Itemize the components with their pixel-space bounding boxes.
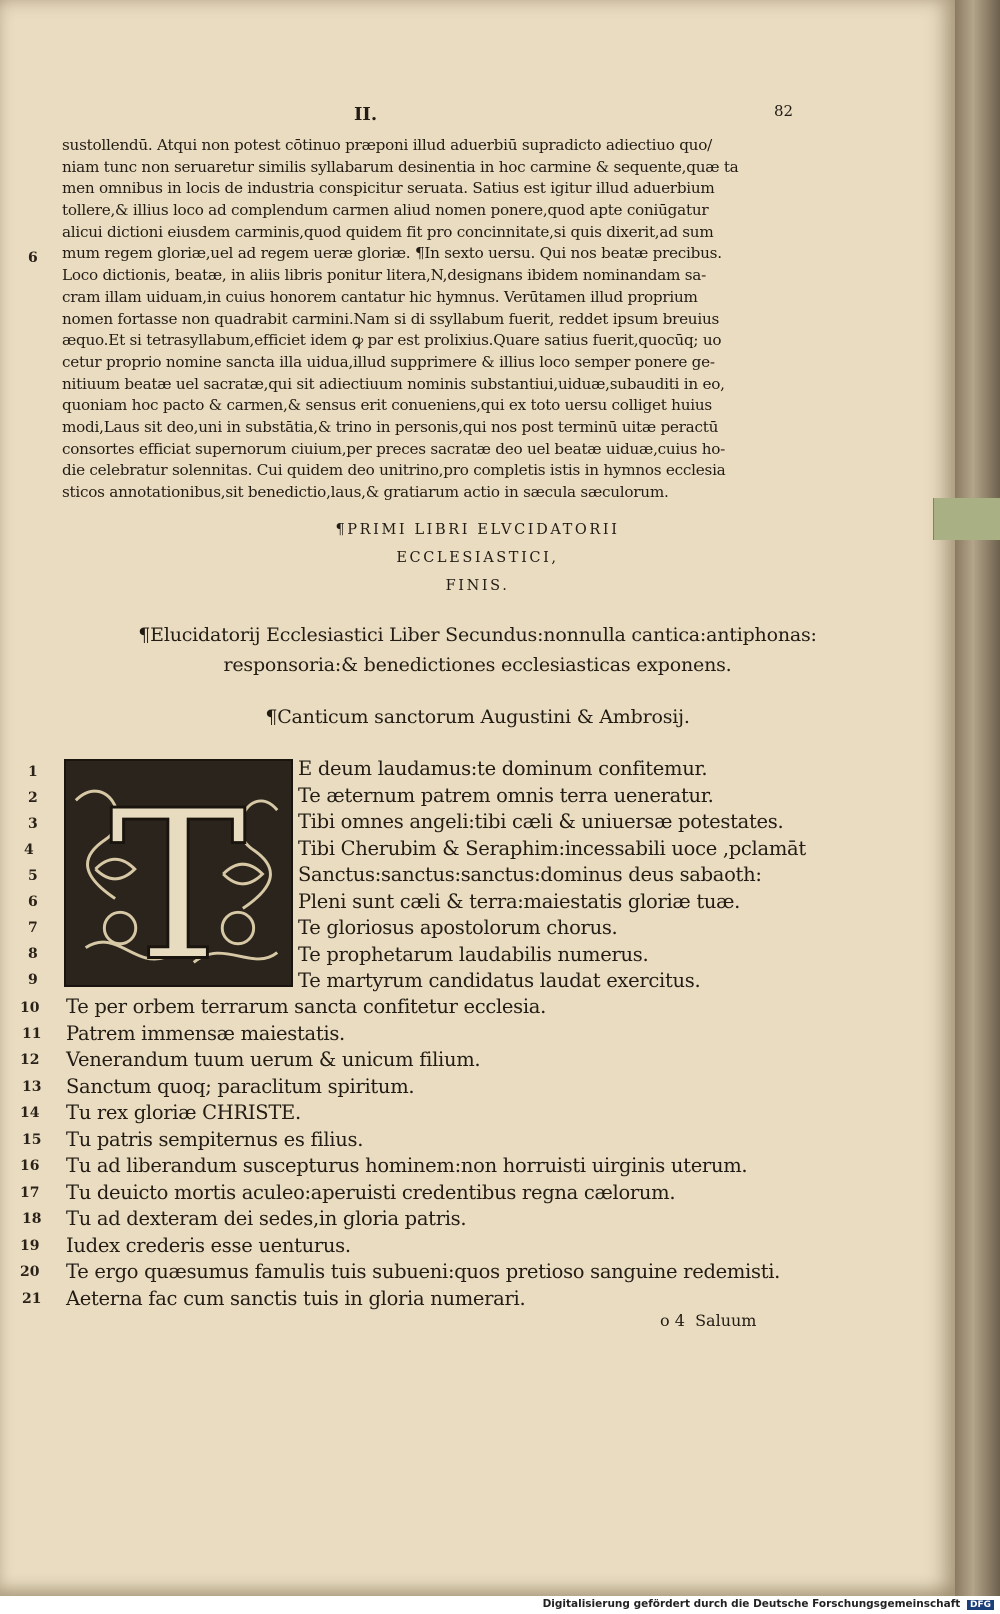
page-edge xyxy=(955,0,1000,1596)
verse-number: 2 xyxy=(28,790,38,806)
book-heading-line: ¶Elucidatorij Ecclesiastici Liber Secundus:nonnulla cantica:antiphonas: xyxy=(138,624,817,646)
prose-line: modi,Laus sit deo,uni in substātia,& trino in personis,qui nos post terminū uitæ peractū xyxy=(62,417,719,436)
hymn-line: Tu patris sempiternus es filius. xyxy=(66,1127,364,1151)
prose-line: mum regem gloriæ,uel ad regem ueræ gloriæ. ¶In sexto uersu. Qui nos beatæ precibus. xyxy=(62,244,722,263)
verse-number: 15 xyxy=(22,1132,42,1148)
page-number: 82 xyxy=(774,102,794,120)
dfg-logo: DFG xyxy=(967,1600,994,1610)
book-heading-line: responsoria:& benedictiones ecclesiasticas exponens. xyxy=(223,654,732,676)
prose-line: niam tunc non seruaretur similis syllabarum desinentia in hoc carmine & sequente,quæ ta xyxy=(62,157,739,176)
hymn-line: Te ergo quæsumus famulis tuis subueni:quos pretioso sanguine redemisti. xyxy=(66,1260,781,1283)
hymn-line: Patrem immensæ maiestatis. xyxy=(66,1021,345,1045)
verse-number: 13 xyxy=(22,1079,42,1095)
prose-line: die celebratur solennitas. Cui quidem deo unitrino,pro completis istis in hymnos ecclesia xyxy=(62,461,726,480)
decorated-initial xyxy=(64,759,293,987)
verse-number: 4 xyxy=(24,842,34,858)
verse-number: 14 xyxy=(20,1105,40,1121)
hymn-line: E deum laudamus:te dominum confitemur. xyxy=(298,757,708,780)
prose-line: men omnibus in locis de industria conspicitur seruata. Satius est igitur illud aduerbium xyxy=(62,179,715,198)
colophon-line: ECCLESIASTICI, xyxy=(396,550,559,566)
catchword: Saluum xyxy=(695,1311,757,1330)
verse-number: 7 xyxy=(28,920,38,936)
prose-line: æquo.Et si tetrasyllabum,efficiet idem ꝙ par est prolixius.Quare satius fuerit,quocūq; uo xyxy=(62,331,722,350)
hymn-line: Tu rex gloriæ CHRISTE. xyxy=(66,1101,301,1124)
canticle-title: ¶Canticum sanctorum Augustini & Ambrosij. xyxy=(265,706,690,728)
hymn-line: Tu deuicto mortis aculeo:aperuisti credentibus regna cælorum. xyxy=(66,1180,676,1204)
footer-text: Digitalisierung gefördert durch die Deutsche Forschungsgemeinschaft xyxy=(542,1598,961,1610)
colophon-line: FINIS. xyxy=(445,578,510,594)
verse-number: 8 xyxy=(28,946,38,962)
hymn-line: Sanctus:sanctus:sanctus:dominus deus sabaoth: xyxy=(298,863,762,886)
prose-line: cram illam uiduam,in cuius honorem cantatur hic hymnus. Verūtamen illud proprium xyxy=(62,287,698,306)
prose-block xyxy=(62,135,802,504)
prose-line: sticos annotationibus,sit benedictio,laus,& gratiarum actio in sæcula sæculorum. xyxy=(62,483,669,501)
verse-number: 18 xyxy=(22,1211,42,1227)
verse-number: 10 xyxy=(20,1000,40,1016)
page-marker-tab xyxy=(933,498,1000,540)
hymn-line: Iudex crederis esse uenturus. xyxy=(66,1233,351,1257)
hymn-line: Aeterna fac cum sanctis tuis in gloria numerari. xyxy=(66,1286,526,1310)
verse-number: 1 xyxy=(28,764,38,780)
prose-line: consortes efficiat supernorum ciuium,per preces sacratæ deo uel beatæ uiduæ,cuius ho- xyxy=(62,439,725,458)
verse-number: 6 xyxy=(28,894,38,910)
prose-line: sustollendū. Atqui non potest cōtinuo præponi illud aduerbiū supradicto adiectiuo quo/ xyxy=(62,136,712,154)
hymn-line: Tu ad dexteram dei sedes,in gloria patris. xyxy=(66,1207,467,1230)
verse-number: 17 xyxy=(20,1185,40,1201)
hymn-line: Te martyrum candidatus laudat exercitus. xyxy=(298,969,701,992)
verse-number: 12 xyxy=(20,1052,40,1068)
verse-number: 3 xyxy=(28,816,38,832)
hymn-line: Te gloriosus apostolorum chorus. xyxy=(298,916,618,939)
verse-number: 5 xyxy=(28,868,38,884)
verse-number: 9 xyxy=(28,972,38,988)
hymn-line: Tibi Cherubim & Seraphim:incessabili uoce ,pclamāt xyxy=(298,836,806,860)
running-head-folio: II. xyxy=(354,104,378,125)
hymn-line: Tibi omnes angeli:tibi cæli & uniuersæ potestates. xyxy=(298,810,784,833)
margin-number: 6 xyxy=(28,250,38,266)
colophon-line: ¶PRIMI LIBRI ELVCIDATORII xyxy=(335,522,620,538)
initial-letter: T xyxy=(109,765,247,985)
hymn-line: Tu ad liberandum suscepturus hominem:non horruisti uirginis uterum. xyxy=(66,1154,748,1177)
prose-line: nitiuum beatæ uel sacratæ,qui sit adiectiuum nominis substantiui,uiduæ,subauditi in eo, xyxy=(62,374,725,393)
footer-credit xyxy=(543,1598,994,1610)
prose-line: alicui dictioni eiusdem carminis,quod quidem fit pro concinnitate,si quis dixerit,ad sum xyxy=(62,222,714,241)
prose-line: quoniam hoc pacto & carmen,& sensus erit conueniens,qui ex toto uersu colliget huius xyxy=(62,396,712,415)
hymn-line: Te per orbem terrarum sancta confitetur ecclesia. xyxy=(66,995,547,1018)
hymn-block-beside-initial xyxy=(298,756,806,995)
verse-number: 19 xyxy=(20,1238,40,1254)
hymn-line: Sanctum quoq; paraclitum spiritum. xyxy=(66,1074,415,1098)
hymn-line: Venerandum tuum uerum & unicum filium. xyxy=(66,1048,481,1071)
prose-line: tollere,& illius loco ad complendum carmen aliud nomen ponere,quod apte coniūgatur xyxy=(62,201,709,220)
initial-ornament-icon xyxy=(66,761,291,985)
verse-number: 11 xyxy=(22,1026,42,1042)
hymn-line: Pleni sunt cæli & terra:maiestatis gloriæ tuæ. xyxy=(298,889,741,913)
catchword-line xyxy=(660,1311,756,1330)
hymn-line: Te prophetarum laudabilis numerus. xyxy=(298,942,649,966)
signature-mark: o 4 xyxy=(660,1311,685,1330)
verse-number: 16 xyxy=(20,1158,40,1174)
prose-line: cetur proprio nomine sancta illa uidua,illud supprimere & illius loco semper ponere ge- xyxy=(62,352,715,371)
prose-line: Loco dictionis, beatæ, in aliis libris ponitur litera,N,designans ibidem nominandam sa- xyxy=(62,266,706,285)
prose-line: nomen fortasse non quadrabit carmini.Nam si di ssyllabum fuerit, reddet ipsum breuius xyxy=(62,309,720,328)
hymn-block-full xyxy=(66,994,780,1312)
verse-number: 21 xyxy=(22,1291,42,1307)
verse-number: 20 xyxy=(20,1264,40,1280)
hymn-line: Te æternum patrem omnis terra ueneratur. xyxy=(298,783,714,807)
